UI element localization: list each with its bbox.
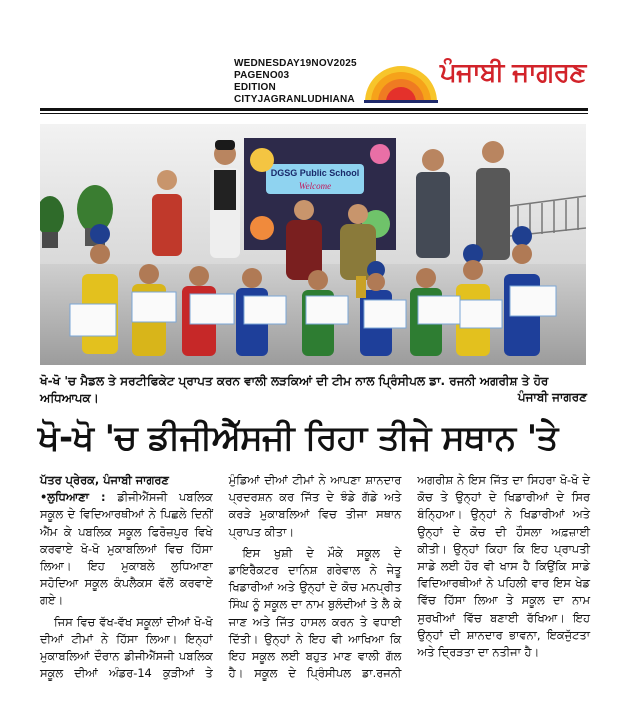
rising-sun-icon xyxy=(364,54,438,106)
header-rule-thick xyxy=(40,108,588,111)
dateline: •ਲੁਧਿਆਣਾ : xyxy=(40,490,106,505)
byline: ਪੱਤਰ ਪ੍ਰੇਰਕ, ਪੰਜਾਬੀ ਜਾਗਰਣ xyxy=(40,473,169,487)
group-photo-icon xyxy=(40,124,586,365)
edition-value: CITYJAGRANLUDHIANA xyxy=(234,94,355,105)
article-lead-paragraph xyxy=(40,472,213,610)
edition-meta xyxy=(234,58,369,106)
issue-date: WEDNESDAY19NOV2025 xyxy=(234,58,357,69)
masthead xyxy=(0,0,625,112)
newspaper-logo: ਪੰਜਾਬੀ ਜਾਗਰਣ xyxy=(440,58,586,88)
banner-school-name: DGSG Public School xyxy=(270,168,360,178)
paragraph-1: ਡੀਜੀਐੱਸਜੀ ਪਬਲਿਕ ਸਕੂਲ ਦੇ ਵਿਦਿਆਰਥੀਆਂ ਨੇ ਪਿਛਲੇ ਦਿਨੀਂ ਐੱਮ ਕੇ ਪਬਲਿਕ ਸਕੂਲ ਫਿਰੋਜ਼ਪੁਰ ਵਿਖੇ ਕਰਵਾਏ ਖੋ-ਖੋ ਮੁਕਾਬਲਿਆਂ ਵਿਚ ਹਿੱਸਾ ਲਿਆ। ਇਹ ਮੁਕਾਬਲੇ ਲੁਧਿਆਣਾ ਸਹੋਦਿਆ ਸਕੂਲ ਕੰਪਲੈਕਸ ਵੱਲੋਂ ਕਰਵਾਏ ਗਏ। xyxy=(40,490,213,608)
group-photo xyxy=(40,124,586,365)
banner-welcome: Welcome xyxy=(298,181,332,191)
paragraph-2: ਜਿਸ ਵਿਚ ਵੱਖ-ਵੱਖ ਸਕੂਲਾਂ ਦੀਆਂ ਖੋ-ਖੋ ਦੀਆਂ ਟੀਮਾਂ ਨੇ ਹਿੱਸਾ ਲਿਆ। ਇਨ੍ਹਾਂ ਮੁਕਾਬਲਿਆਂ ਦੌਰਾਨ ਡੀਜੀਐੱਸਜੀ ਪਬਲਿਕ ਸਕੂਲ ਦੀਆਂ ਅੰਡਰ-14 ਕੁੜੀਆਂ ਤੇ ਮੁੰਡਿਆਂ ਦੀਆਂ ਟੀਮਾਂ ਨੇ ਆਪਣਾ ਸ਼ਾਨਦਾਰ ਪ੍ਰਦਰਸ਼ਨ ਕਰ ਜਿੱਤ ਦੇ ਝੰਡੇ ਗੱਡੇ ਅਤੇ ਕਰੜੇ ਮੁਕਾਬਲਿਆਂ ਵਿਚ ਤੀਜਾ ਸਥਾਨ ਪ੍ਰਾਪਤ ਕੀਤਾ। xyxy=(40,473,402,681)
header-rule-thin xyxy=(40,113,588,114)
photo-caption: ਖੋ-ਖੋ 'ਚ ਮੈਡਲ ਤੇ ਸਰਟੀਫਿਕੇਟ ਪ੍ਰਾਪਤ ਕਰਨ ਵਾਲੀ ਲੜਕਿਆਂ ਦੀ ਟੀਮ ਨਾਲ ਪ੍ਰਿੰਸੀਪਲ ਡਾ. ਰਜਨੀ ਅਗਰੀਸ਼ ਤੇ ਹੋਰ ਅਧਿਆਪਕ। xyxy=(40,374,549,405)
page-number: PAGENO03 xyxy=(234,70,290,81)
paragraph-3: ਇਸ ਖੁਸ਼ੀ ਦੇ ਮੌਕੇ ਸਕੂਲ ਦੇ ਡਾਇਰੈਕਟਰ ਦਾਨਿਸ਼ ਗਰੇਵਾਲ ਨੇ ਜੇਤੂ ਖਿਡਾਰੀਆਂ ਅਤੇ ਉਨ੍ਹਾਂ ਦੇ ਕੋਚ ਮਨਪ੍ਰੀਤ ਸਿੰਘ ਨੂੰ ਸਕੂਲ ਦਾ ਨਾਮ ਬੁਲੰਦੀਆਂ ਤੇ ਲੈ ਕੇ ਜਾਣ ਅਤੇ ਜਿੱਤ ਹਾਸਲ ਕਰਨ ਤੇ ਵਧਾਈ ਦਿੱਤੀ। ਉਨ੍ਹਾਂ ਨੇ ਇਹ ਵੀ ਆਖਿਆ ਕਿ ਇਹ ਸਕੂਲ ਲਈ ਬਹੁਤ ਮਾਣ ਵਾਲੀ ਗੱਲ ਹੈ। ਸਕੂਲ ਦੇ ਪ੍ਰਿੰਸੀਪਲ ਡਾ.ਰਜਨੀ ਅਗਰੀਸ਼ ਨੇ ਇਸ ਜਿੱਤ ਦਾ ਸਿਹਰਾ ਖੋ-ਖੋ ਦੇ ਕੋਚ ਤੇ ਉਨ੍ਹਾਂ ਦੇ ਖਿਡਾਰੀਆਂ ਦੇ ਸਿਰ ਬੰਨ੍ਹਿਆ। ਉਨ੍ਹਾਂ ਨੇ ਖਿਡਾਰੀਆਂ ਅਤੇ ਉਨ੍ਹਾਂ ਦੇ ਕੋਚ ਦੀ ਹੌਸਲਾ ਅਫ਼ਜ਼ਾਈ ਕੀਤੀ। ਉਨ੍ਹਾਂ ਕਿਹਾ ਕਿ ਇਹ ਪ੍ਰਾਪਤੀ ਸਾਡੇ ਲਈ ਹੋਰ ਵੀ ਖਾਸ ਹੈ ਕਿਉਂਕਿ ਸਾਡੇ ਵਿਦਿਆਰਥੀਆਂ ਨੇ ਪਹਿਲੀ ਵਾਰ ਇਸ ਖੇਡ ਵਿੱਚ ਹਿੱਸਾ ਲਿਆ ਤੇ ਸਕੂਲ ਦਾ ਨਾਮ ਸੁਰਖੀਆਂ ਵਿੱਚ ਬਣਾਈ ਰੱਖਿਆ। ਇਹ ਉਨ੍ਹਾਂ ਦੀ ਸ਼ਾਨਦਾਰ ਭਾਵਨਾ, ਇਕਜੁੱਟਤਾ ਅਤੇ ਦ੍ਰਿੜਤਾ ਦਾ ਨਤੀਜਾ ਹੈ। xyxy=(228,473,590,681)
article-headline: ਖੋ-ਖੋ 'ਚ ਡੀਜੀਐੱਸਜੀ ਰਿਹਾ ਤੀਜੇ ਸਥਾਨ 'ਤੇ xyxy=(38,418,558,458)
edition-label: EDITION xyxy=(234,82,276,93)
photo-credit: ਪੰਜਾਬੀ ਜਾਗਰਣ xyxy=(517,390,587,404)
article-body xyxy=(40,472,590,712)
